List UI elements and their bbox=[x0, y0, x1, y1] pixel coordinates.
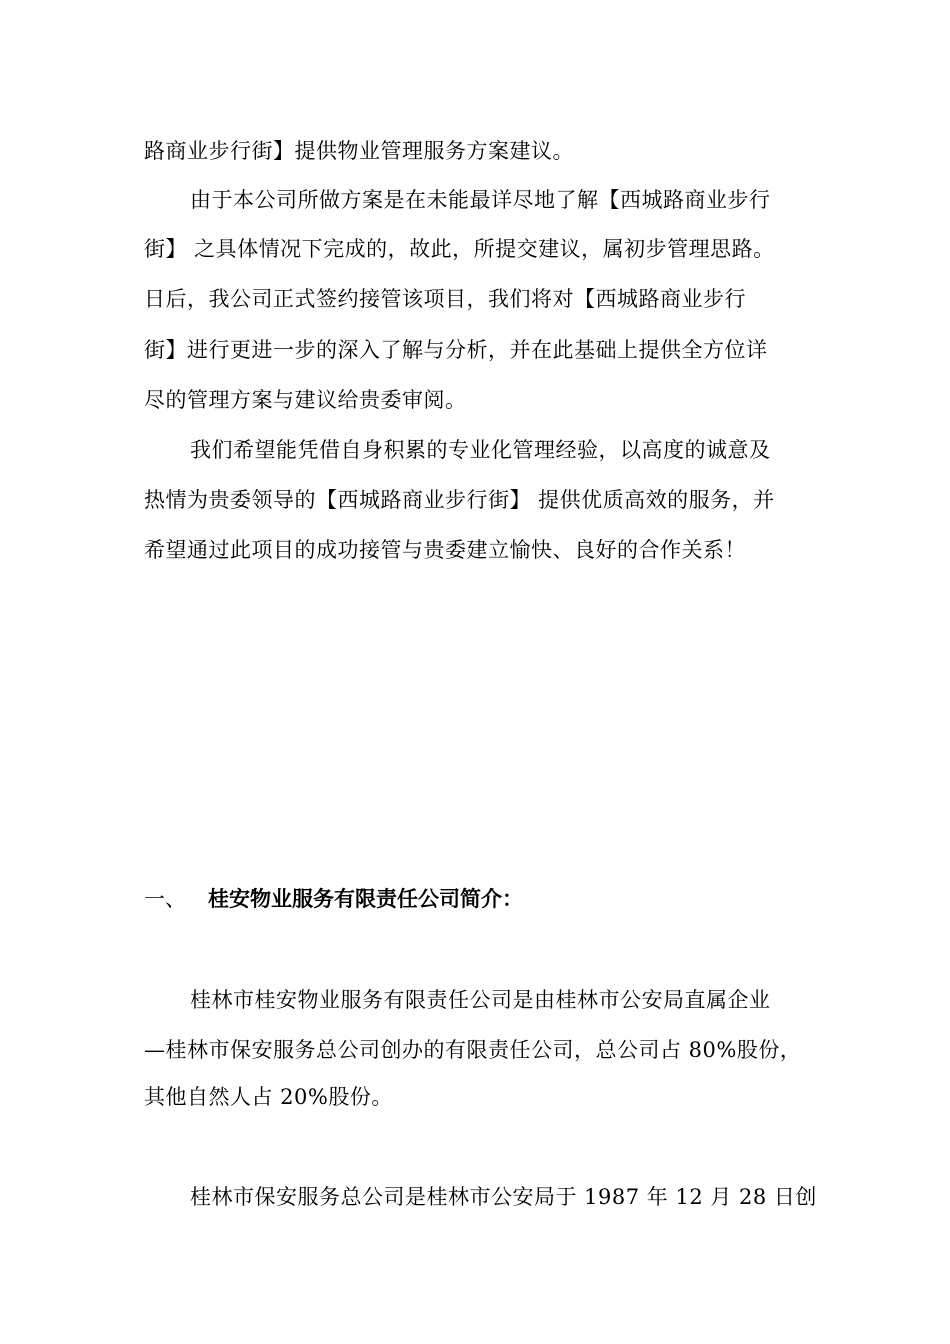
paragraph-2-line-4: 街】进行更进一步的深入了解与分析，并在此基础上提供全方位详 bbox=[144, 338, 768, 362]
paragraph-4-line-1: 桂林市桂安物业服务有限责任公司是由桂林市公安局直属企业 bbox=[190, 988, 771, 1012]
paragraph-3-line-1: 我们希望能凭借自身积累的专业化管理经验，以高度的诚意及 bbox=[190, 438, 771, 462]
paragraph-2-line-2: 街】 之具体情况下完成的，故此，所提交建议，属初步管理思路。 bbox=[144, 237, 775, 261]
paragraph-4-line-2: —桂林市保安服务总公司创办的有限责任公司，总公司占 80%股份， bbox=[144, 1038, 802, 1062]
paragraph-4-line-3: 其他自然人占 20%股份。 bbox=[144, 1085, 393, 1109]
paragraph-3-line-3: 希望通过此项目的成功接管与贵委建立愉快、良好的合作关系！ bbox=[144, 538, 746, 562]
paragraph-1-line-1: 路商业步行街】提供物业管理服务方案建议。 bbox=[144, 139, 574, 163]
section-1-number: 一、 bbox=[144, 887, 186, 911]
paragraph-2-line-5: 尽的管理方案与建议给贵委审阅。 bbox=[144, 388, 467, 412]
paragraph-2-line-3: 日后，我公司正式签约接管该项目，我们将对【西城路商业步行 bbox=[144, 287, 746, 311]
section-1-title: 桂安物业服务有限责任公司简介： bbox=[208, 886, 523, 911]
paragraph-3-line-2: 热情为贵委领导的【西城路商业步行街】 提供优质高效的服务，并 bbox=[144, 488, 775, 512]
paragraph-5-line-1: 桂林市保安服务总公司是桂林市公安局于 1987 年 12 月 28 日创 bbox=[190, 1185, 817, 1209]
section-1-heading bbox=[144, 885, 523, 913]
paragraph-2-line-1: 由于本公司所做方案是在未能最详尽地了解【西城路商业步行 bbox=[190, 188, 771, 212]
